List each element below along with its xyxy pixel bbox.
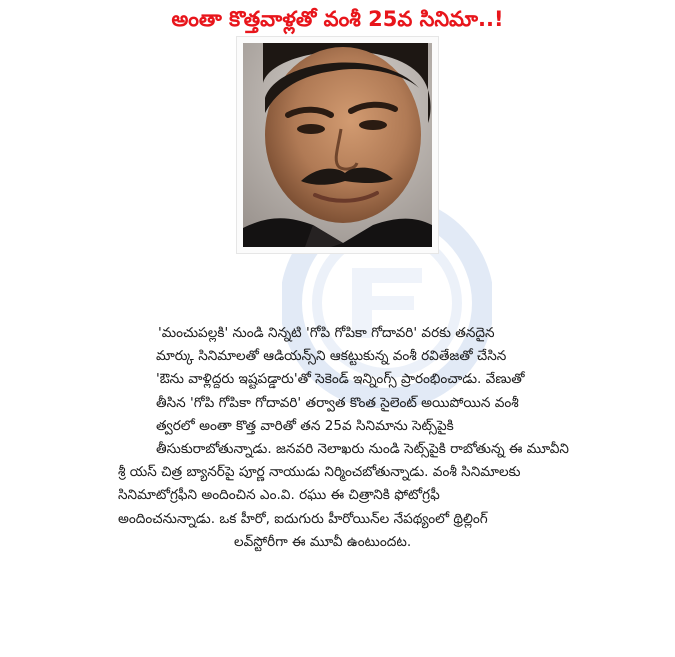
article-line: 'ఔను వాళ్లిద్దరు ఇష్టపడ్డారు'తో సెకెండ్ ఇన్నింగ్స్ ప్రారంభించాడు. వేణుతో	[156, 371, 525, 388]
portrait-photo	[243, 43, 432, 247]
article-headline: అంతా కొత్తవాళ్లతో వంశీ 25వ సినిమా..!	[171, 7, 504, 31]
article-body	[118, 322, 658, 554]
article-line: 'మంచుపల్లకి' నుండి నిన్నటి 'గోపి గోపికా గోదావరి' వరకు తనదైన	[158, 325, 495, 341]
photo-frame	[236, 36, 439, 254]
article-line: మార్కు సినిమాలతో ఆడియన్స్‌ని ఆకట్టుకున్న వంశీ రవితేజతో చేసిన	[156, 348, 507, 365]
article-line: త్వరలో అంతా కొత్త వారితో తన 25వ సినిమాను సెట్స్‌పైకి	[156, 417, 454, 434]
article-line: శ్రీ యస్ చిత్ర బ్యానర్‌పై పూర్ణ నాయుడు నిర్మించబోతున్నాడు. వంశీ సినిమాలకు	[118, 464, 521, 481]
article-line: తీసుకురాబోతున్నాడు. జనవరి నెలాఖరు నుండి సెట్స్‌పైకి రాబోతున్న ఈ మూవీని	[156, 440, 569, 457]
article-line: అందించనున్నాడు. ఒక హీరో, ఐదుగురు హీరోయిన్‌ల నేపథ్యంలో థ్రిల్లింగ్	[118, 510, 488, 527]
article-line: లవ్‌స్టోరీగా ఈ మూవీ ఉంటుందట.	[234, 533, 412, 550]
article-line: సినిమాటోగ్రఫీని అందించిన ఎం.వి. రఘు ఈ చిత్రానికి ఫోటోగ్రఫీ	[118, 487, 440, 504]
article-line: తీసిన 'గోపి గోపికా గోదావరి' తర్వాత కొంత సైలెంట్ అయిపోయిన వంశీ	[156, 394, 519, 411]
